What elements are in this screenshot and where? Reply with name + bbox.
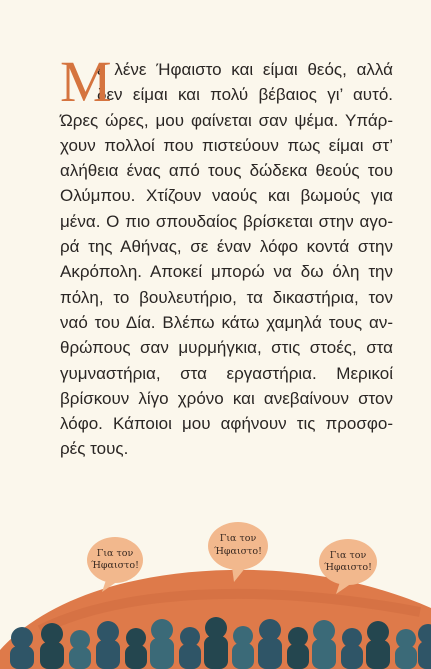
story-line: ρά της Αθήνας, σε έναν λόφο κοντά στην xyxy=(60,237,393,257)
story-line: γυμναστήρια, στα εργαστήρια. Μερικοί xyxy=(60,363,393,383)
person-head-icon xyxy=(69,630,91,669)
bubble-text: Για τον xyxy=(329,550,367,561)
person-head-icon xyxy=(366,621,390,669)
story-line: Ώρες ώρες, μου φαίνεται σαν ψέμα. Υπάρ- xyxy=(60,110,393,130)
story-line: πόλη, το βουλευτήριο, τα δικαστήρια, τον xyxy=(60,287,393,307)
story-line: δεν είμαι και πολύ βέβαιος γι’ αυτό. xyxy=(97,85,393,105)
story-line: μένα. Ο πιο σπουδαίος βρίσκεται στην αγο- xyxy=(60,211,393,231)
story-line: ρές τους. xyxy=(60,439,129,459)
person-head-icon xyxy=(418,624,431,669)
person-head-icon xyxy=(395,629,417,669)
person-head-icon xyxy=(312,620,336,669)
person-head-icon xyxy=(287,627,309,669)
person-head-icon xyxy=(40,623,64,669)
bubble-text: Ήφαιστο! xyxy=(324,562,372,573)
story-line: Ολύμπου. Χτίζουν ναούς και βωμούς για xyxy=(60,186,393,206)
story-line: λόφο. Κάποιοι μου αφήνουν τις προσφο- xyxy=(60,414,393,434)
crowd-illustration xyxy=(0,510,431,669)
person-head-icon xyxy=(96,621,120,669)
person-head-icon xyxy=(258,619,282,669)
person-head-icon xyxy=(232,626,254,669)
drop-cap-letter: Μ xyxy=(60,49,112,114)
person-head-icon xyxy=(341,628,363,669)
story-line: αλήθεια ένας από τους δώδεκα θεούς του xyxy=(60,161,393,181)
story-text xyxy=(60,49,393,462)
bubble-text: Για τον xyxy=(96,548,134,559)
story-line: Ακρόπολη. Αποκεί μπορώ να δω όλη την xyxy=(60,262,393,282)
story-line: ναό του Δία. Βλέπω κάτω χαμηλά τους αν- xyxy=(60,312,393,332)
story-line: θρώπους σαν μυρμήγκια, στις στοές, στα xyxy=(60,338,393,358)
bubble-text: Ήφαιστο! xyxy=(214,546,262,557)
person-head-icon xyxy=(150,619,174,669)
story-line: βρίσκουν λίγο χρόνο και ανεβαίνουν στον xyxy=(60,388,393,408)
story-line: χουν πολλοί που πιστεύουν πως είμαι στ’ xyxy=(60,135,393,155)
person-head-icon xyxy=(125,628,147,669)
person-head-icon xyxy=(10,627,34,669)
bubble-text: Για τον xyxy=(219,533,257,544)
person-head-icon xyxy=(204,617,228,669)
story-line: ε λένε Ήφαιστο και είμαι θεός, αλλά xyxy=(97,60,393,79)
person-head-icon xyxy=(179,627,201,669)
bubble-text: Ήφαιστο! xyxy=(91,560,139,571)
